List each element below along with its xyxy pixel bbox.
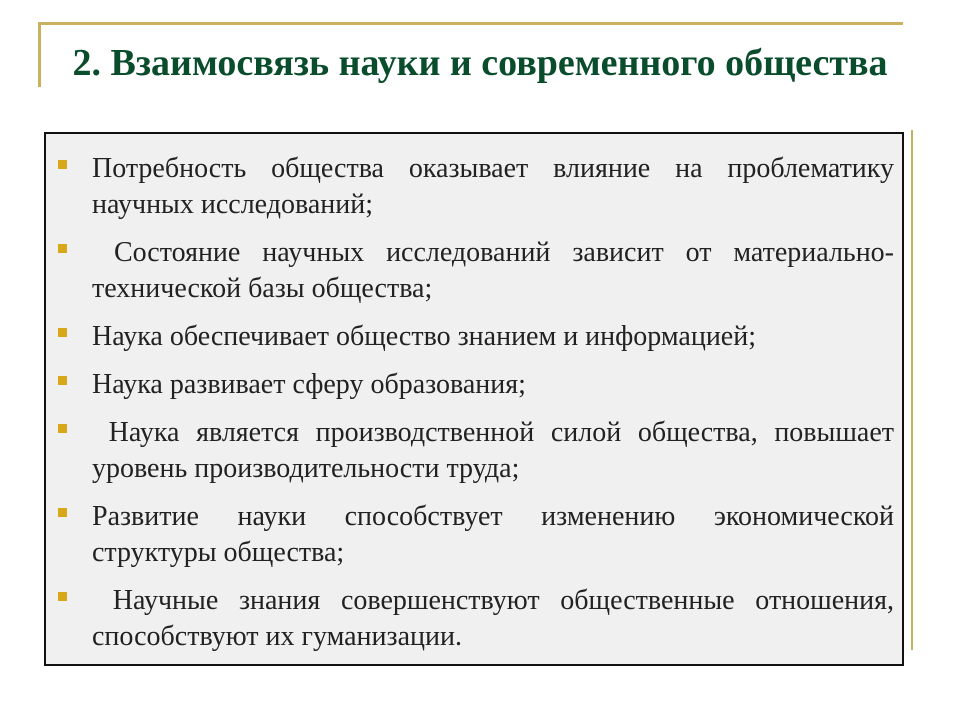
bullet-item (92, 415, 901, 487)
square-bullet-icon (58, 244, 67, 253)
bullet-text: Наука развивает сферу образования; (92, 369, 526, 400)
bullet-item (92, 319, 894, 355)
bullet-item (92, 583, 901, 655)
bullet-item (92, 367, 894, 403)
content-box (44, 132, 904, 666)
bullet-item (92, 235, 894, 307)
left-decorative-line (38, 22, 41, 87)
top-decorative-line (38, 22, 903, 25)
bullet-text: Наука является производственной силой общества, повышает уровень производительности труда; (92, 417, 901, 484)
bullet-text: Состояние научных исследований зависит от материально-технической базы общества; (92, 237, 895, 304)
bullet-item (92, 151, 894, 223)
bullet-item (92, 499, 894, 571)
square-bullet-icon (58, 424, 67, 433)
square-bullet-icon (58, 508, 67, 517)
bullet-list (92, 151, 901, 667)
bullet-text: Наука обеспечивает общество знанием и информацией; (92, 321, 756, 352)
bullet-text: Развитие науки способствует изменению экономической структуры общества; (92, 501, 894, 568)
bullet-text: Потребность общества оказывает влияние на проблематику научных исследований; (92, 153, 894, 220)
square-bullet-icon (58, 328, 67, 337)
square-bullet-icon (58, 592, 67, 601)
square-bullet-icon (58, 160, 67, 169)
bullet-text: Научные знания совершенствуют общественные отношения, способствуют их гуманизации. (92, 585, 901, 652)
square-bullet-icon (58, 376, 67, 385)
slide-title: 2. Взаимосвязь науки и современного общества (72, 42, 888, 84)
